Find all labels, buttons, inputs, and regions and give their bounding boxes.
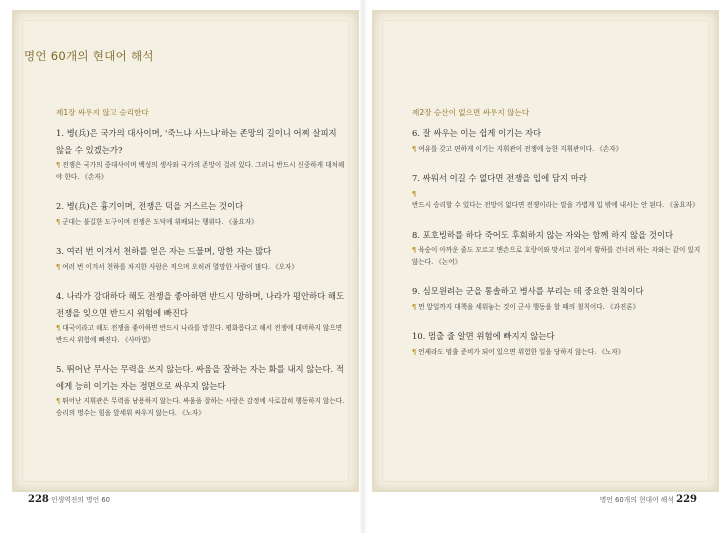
- bullet-mark-icon: ¶: [412, 347, 417, 356]
- saying-entry: [56, 288, 346, 346]
- bullet-mark-icon: ¶: [412, 302, 417, 311]
- saying-entry: [56, 198, 346, 228]
- page-number: 228: [28, 494, 49, 505]
- right-column: [412, 107, 702, 373]
- saying-entry: [56, 243, 346, 273]
- bullet-mark-icon: ¶: [56, 324, 61, 332]
- page-title: 명언 60개의 현대어 해석: [24, 49, 154, 63]
- left-footer: [28, 494, 110, 505]
- interpretation: ¶ 뛰어난 지휘관은 무력을 남용하지 않는다. 싸움을 잘하는 사람은 감정에 사로잡혀 행동하지 않는다. 승리의 명수는 힘을 앞세워 싸우지 않는다. 《노자》: [56, 397, 345, 417]
- interpretation: ¶ 육숭이 아까운 줄도 모르고 맨손으로 호랑이와 맞서고 걸어서 황하를 건너려 하는 자와는 같이 있지 않는다. 《논어》: [412, 246, 701, 266]
- bullet-mark-icon: ¶: [56, 217, 61, 226]
- interpretation: ¶ 여러 번 이겨서 천하를 차지한 사람은 적으며 오히려 멸망한 사람이 많다. 《오자》: [56, 262, 298, 271]
- interpretation: ¶반드시 승리할 수 있다는 전망이 없다면 전쟁이라는 말을 가볍게 입 밖에 내서는 안 된다. 《울요자》: [412, 189, 699, 209]
- saying-entry: [412, 283, 702, 313]
- saying-text: 9. 심모원려는 군을 통솔하고 병사를 부리는 데 중요한 원칙이다: [412, 286, 644, 296]
- chapter-heading: 제1장 싸우지 않고 승리한다: [56, 108, 149, 117]
- saying-text: 7. 싸워서 이길 수 없다면 전쟁을 입에 담지 마라: [412, 173, 587, 183]
- saying-text: 4. 나라가 강대하다 해도 전쟁을 좋아하면 반드시 망하며, 나라가 평안하다 해도 전쟁을 잊으면 반드시 위험에 빠진다: [56, 291, 345, 318]
- interpretation: ¶ 먼 앞일까지 대책을 세워놓는 것이 군사 행동을 할 때의 철칙이다. 《과진론》: [412, 302, 640, 311]
- saying-text: 5. 뛰어난 무사는 무력을 쓰지 않는다. 싸움을 잘하는 자는 화를 내지 않는다. 적에게 능히 이기는 자는 정면으로 싸우지 않는다: [56, 364, 344, 391]
- saying-entry: [412, 328, 702, 358]
- right-footer: [600, 494, 697, 505]
- bullet-mark-icon: ¶: [56, 262, 61, 271]
- saying-text: 2. 병(兵)은 흉기이며, 전쟁은 덕을 거스르는 것이다: [56, 201, 244, 211]
- bullet-mark-icon: ¶: [56, 397, 61, 405]
- chapter-heading: 제2장 승산이 없으면 싸우지 않는다: [412, 108, 530, 117]
- saying-entry: [412, 227, 702, 269]
- page-gutter: [359, 0, 367, 533]
- interpretation: ¶ 언제라도 멈출 준비가 되어 있으면 위험한 일을 당하지 않는다. 《노자》: [412, 347, 625, 356]
- bullet-mark-icon: ¶: [412, 189, 417, 198]
- saying-entry: [412, 125, 702, 155]
- interpretation: ¶ 여유를 갖고 편하게 이기는 지휘관이 전쟁에 능한 지휘관이다. 《손자》: [412, 144, 623, 153]
- saying-entry: [412, 170, 702, 212]
- saying-text: 10. 멈출 줄 알면 위험에 빠지지 않는다: [412, 331, 555, 341]
- saying-entry: [56, 125, 346, 183]
- bullet-mark-icon: ¶: [412, 246, 417, 254]
- interpretation: ¶ 군대는 불길한 도구이며 전쟁은 도덕에 위배되는 행위다. 《울요자》: [56, 217, 258, 226]
- saying-text: 1. 병(兵)은 국가의 대사이며, '죽느냐 사느냐'하는 존망의 길이니 어찌 살피지 않을 수 있겠는가?: [56, 128, 337, 155]
- running-title: 인생역전의 명언 60: [51, 496, 110, 504]
- interpretation: ¶ 대국이라고 해도 전쟁을 좋아하면 반드시 나라를 망친다. 평화롭다고 해서 전쟁에 대비하지 않으면 반드시 위험에 빠진다. 《사마법》: [56, 324, 343, 344]
- bullet-mark-icon: ¶: [56, 161, 61, 169]
- running-title: 명언 60개의 현대어 해석: [599, 496, 674, 504]
- interpretation: ¶ 전쟁은 국가의 중대사이며 백성의 생사와 국가의 존망이 걸려 있다. 그러니 반드시 신중하게 대처해야 한다. 《손자》: [56, 161, 345, 181]
- bullet-mark-icon: ¶: [412, 144, 417, 153]
- saying-text: 6. 잘 싸우는 이는 쉽게 이기는 자다: [412, 128, 542, 138]
- left-column: [56, 107, 346, 434]
- saying-text: 3. 여러 번 이겨서 천하를 얻은 자는 드물며, 망한 자는 많다: [56, 246, 272, 256]
- saying-entry: [56, 361, 346, 419]
- saying-text: 8. 포호빙하를 하다 죽어도 후회하지 않는 자와는 함께 하지 않을 것이다: [412, 229, 674, 240]
- page-number: 229: [676, 494, 697, 505]
